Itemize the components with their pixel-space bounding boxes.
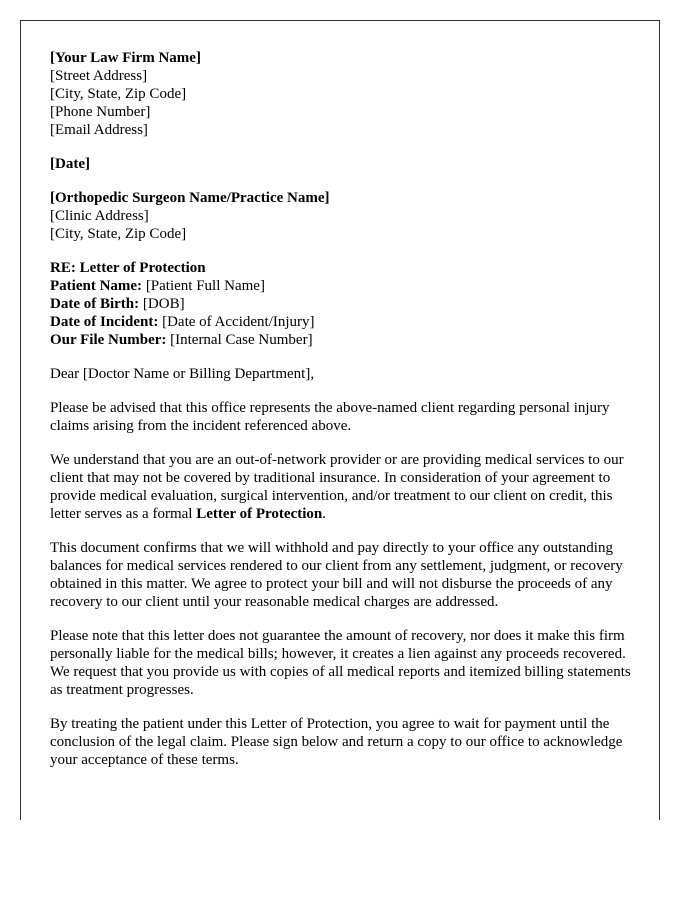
- paragraph-out-of-network: [50, 451, 640, 523]
- paragraph-representation: Please be advised that this office represents the above-named client regarding personal injury claims arising from the incident referenced above.: [50, 400, 610, 434]
- file-number-row: [50, 331, 640, 349]
- incident-label: Date of Incident:: [50, 314, 159, 330]
- recipient-name: [Orthopedic Surgeon Name/Practice Name]: [50, 190, 330, 206]
- patient-name-value: [Patient Full Name]: [145, 278, 265, 294]
- re-subject: RE: Letter of Protection: [50, 260, 206, 276]
- paragraph-out-of-network-end: .: [322, 506, 326, 522]
- dob-value: [DOB]: [142, 296, 185, 312]
- sender-street: [Street Address]: [50, 68, 148, 84]
- sender-phone: [Phone Number]: [50, 104, 151, 120]
- re-block: [50, 259, 640, 349]
- sender-firm-name: [Your Law Firm Name]: [50, 50, 201, 66]
- dob-label: Date of Birth:: [50, 296, 140, 312]
- letter-page: [20, 20, 660, 820]
- patient-name-label: Patient Name:: [50, 278, 143, 294]
- letter-date: [Date]: [50, 156, 90, 172]
- paragraph-out-of-network-text: We understand that you are an out-of-network provider or are providing medical services to our client that may not be covered by traditional insurance. In consideration of your agreement to provide medical evaluation, surgical intervention, and/or treatment to our client on credit, this letter serves as a formal: [50, 452, 624, 522]
- recipient-block: [50, 189, 640, 243]
- date-block: [50, 155, 640, 173]
- paragraph-liability-note: Please note that this letter does not guarantee the amount of recovery, nor does it make this firm personally liable for the medical bills; however, it creates a lien against any proceeds recovered. We request that you provide us with copies of all medical reports and itemized billing statements as treatment progresses.: [50, 628, 631, 698]
- file-number-label: Our File Number:: [50, 332, 167, 348]
- recipient-address: [Clinic Address]: [50, 208, 149, 224]
- incident-row: [50, 313, 640, 331]
- letter-of-protection-term: Letter of Protection: [196, 506, 323, 522]
- paragraph-withhold-payment: This document confirms that we will withhold and pay directly to your office any outstanding balances for medical services rendered to our client from any settlement, judgment, or recovery obtained in this matter. We agree to protect your bill and will not disburse the proceeds of any recovery to our client until your reasonable medical charges are addressed.: [50, 540, 623, 610]
- sender-email: [Email Address]: [50, 122, 148, 138]
- dob-row: [50, 295, 640, 313]
- sender-city-state-zip: [City, State, Zip Code]: [50, 86, 187, 102]
- sender-block: [50, 49, 640, 139]
- patient-name-row: [50, 277, 640, 295]
- recipient-city-state-zip: [City, State, Zip Code]: [50, 226, 187, 242]
- salutation: Dear [Doctor Name or Billing Department],: [50, 366, 315, 382]
- letter-content: [50, 49, 640, 785]
- incident-value: [Date of Accident/Injury]: [162, 314, 315, 330]
- file-number-value: [Internal Case Number]: [170, 332, 313, 348]
- paragraph-acknowledgment: By treating the patient under this Letter of Protection, you agree to wait for payment until the conclusion of the legal claim. Please sign below and return a copy to our office to acknowledge your acceptance of these terms.: [50, 716, 623, 768]
